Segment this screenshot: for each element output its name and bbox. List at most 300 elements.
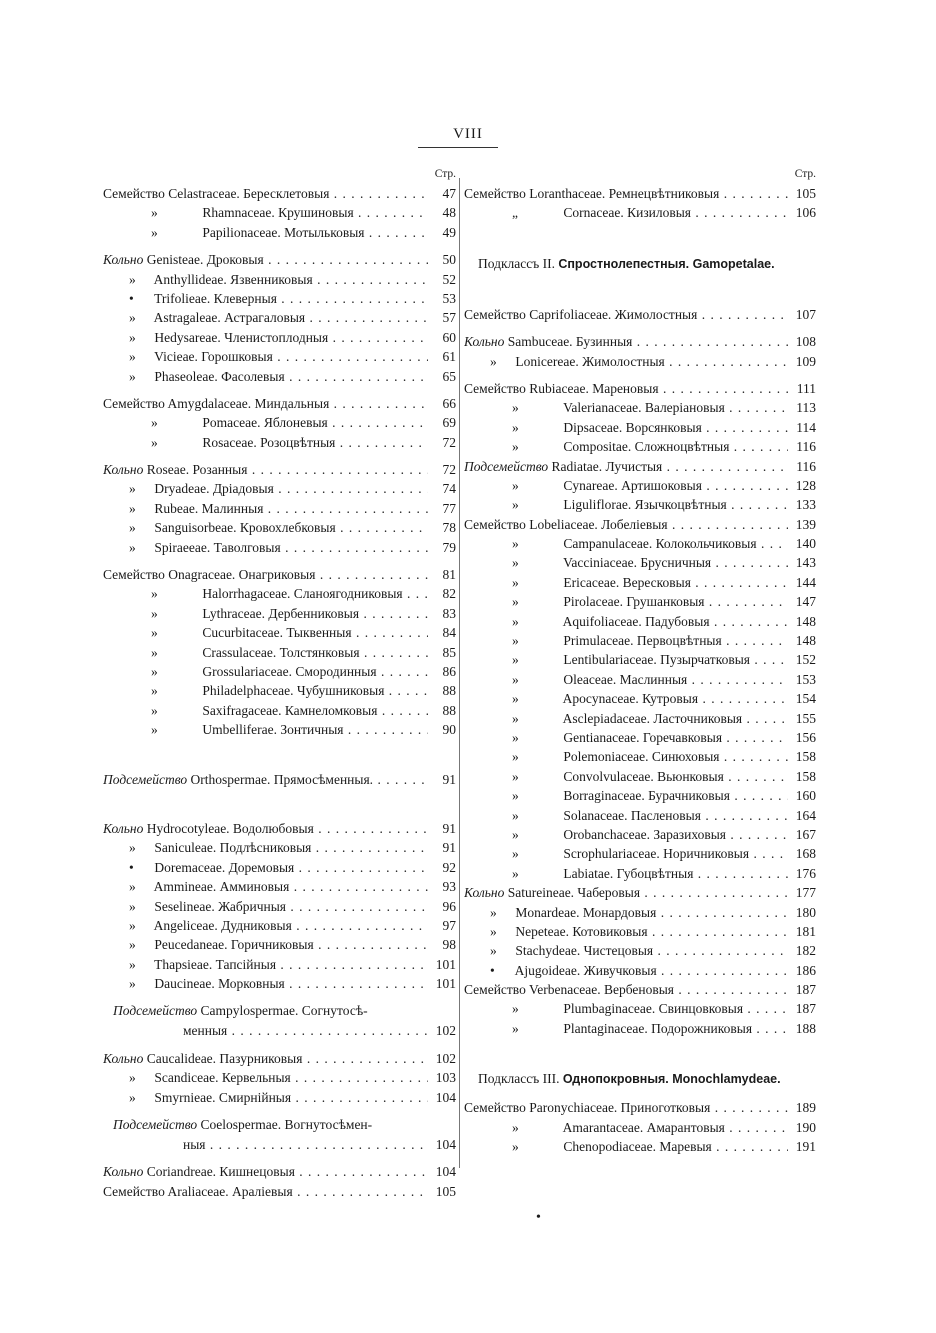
- entry-title: Astragaleae. Астрагаловыя: [153, 310, 306, 326]
- entry-title: Rubeae. Малинныя: [154, 500, 264, 516]
- toc-entry: [103, 623, 456, 642]
- entry-title: Sambuceae. Бузинныя: [507, 334, 633, 350]
- entry-label: [464, 844, 788, 863]
- entry-kind: Семейство: [103, 567, 165, 583]
- left-entries-end: [103, 1154, 456, 1201]
- toc-entry-continuation: [103, 1135, 456, 1154]
- entry-label: [464, 1137, 788, 1156]
- entry-page: 102: [435, 1050, 456, 1066]
- entry-label: [464, 379, 788, 398]
- entry-title: Saniculeae. Подлѣсниковыя: [154, 840, 312, 856]
- entry-title: Plumbaginaceae. Свинцовковыя: [563, 1001, 744, 1017]
- entry-label: [464, 534, 788, 553]
- toc-entry: [103, 974, 456, 993]
- entry-title: Halorrhagaceae. Сланоягодниковыя: [202, 586, 403, 602]
- entry-kind: »: [512, 439, 519, 455]
- toc-entry: [103, 565, 456, 584]
- entry-page: 176: [795, 865, 816, 881]
- entry-page: 128: [795, 477, 816, 493]
- entry-title: Roseae. Розанныя: [146, 462, 248, 478]
- entry-kind: »: [512, 400, 519, 416]
- entry-label: [103, 328, 428, 347]
- spacer: [103, 993, 456, 1001]
- entry-label: [464, 1118, 788, 1137]
- right-entries-top: [464, 184, 816, 223]
- entry-title: Papilionaceae. Мотыльковыя: [202, 224, 365, 240]
- entry-label: [464, 806, 788, 825]
- toc-entry: [103, 1049, 456, 1068]
- entry-label: [464, 825, 788, 844]
- entry-page: 104: [435, 1089, 456, 1105]
- entry-kind: »: [129, 898, 136, 914]
- entry-label: [464, 495, 788, 514]
- entry-title: Orthospermae. Прямосѣменныя.: [190, 771, 374, 787]
- entry-page: 187: [795, 982, 816, 998]
- entry-page: 154: [795, 691, 816, 707]
- entry-title: Daucineae. Морковныя: [154, 976, 285, 992]
- entry-page: 98: [442, 937, 456, 953]
- entry-title: Cucurbitaceae. Тыквенныя: [202, 625, 352, 641]
- entry-kind: »: [129, 917, 136, 933]
- entry-label: [103, 819, 428, 838]
- entry-label: [464, 941, 788, 960]
- entry-label: [103, 681, 428, 700]
- entry-page: 155: [795, 710, 816, 726]
- toc-entry: [464, 747, 816, 766]
- entry-title: Aquifoliaceae. Падубовыя: [562, 613, 710, 629]
- entry-page: 104: [435, 1137, 456, 1153]
- entry-page: 116: [796, 439, 816, 455]
- entry-title: Smyrnieae. Смирнійныя: [154, 1089, 292, 1105]
- spacer: [464, 275, 816, 305]
- entry-label: [464, 457, 788, 476]
- entry-page: 158: [795, 768, 816, 784]
- entry-label: [103, 433, 428, 452]
- entry-title: Seselineae. Жабричныя: [154, 898, 286, 914]
- entry-label: [103, 643, 428, 662]
- entry-kind: »: [512, 594, 519, 610]
- spacer: [103, 452, 456, 460]
- toc-entry: [464, 864, 816, 883]
- entry-title: Caprifoliaceae. Жимолостныя: [529, 306, 698, 322]
- entry-title: Gentianaceae. Горечавковыя: [563, 729, 723, 745]
- entry-label: [103, 604, 428, 623]
- toc-entry: [464, 457, 816, 476]
- entry-label: [464, 184, 788, 203]
- toc-entry: [103, 604, 456, 623]
- entry-label: [464, 670, 788, 689]
- entry-kind: •: [129, 859, 134, 875]
- entry-page: 79: [442, 539, 456, 555]
- entry-title: Loranthaceae. Ремнецвѣтниковыя: [529, 186, 720, 201]
- entry-page: 143: [795, 555, 816, 571]
- entry-title: Vicieae. Горошковыя: [154, 349, 273, 365]
- entry-title: Onagraceae. Онагриковыя: [168, 567, 316, 583]
- entry-kind: »: [129, 310, 136, 326]
- entry-label: [103, 538, 428, 557]
- toc-entry: [103, 897, 456, 916]
- entry-page: 164: [795, 807, 816, 823]
- toc-entry: [464, 398, 816, 417]
- entry-title: Borraginaceae. Бурачниковыя: [563, 788, 730, 804]
- entry-label: [103, 1182, 428, 1201]
- entry-label: [103, 858, 428, 877]
- entry-kind: »: [490, 923, 497, 939]
- entry-kind: »: [151, 415, 158, 431]
- entry-label: [464, 728, 788, 747]
- entry-kind: Кольно: [103, 1164, 144, 1180]
- toc-entry: [103, 203, 456, 222]
- toc-entry: [103, 838, 456, 857]
- entry-label: [464, 999, 788, 1018]
- entry-page: 104: [435, 1164, 456, 1180]
- entry-kind: »: [129, 349, 136, 365]
- spacer: [103, 1041, 456, 1049]
- entry-page: 60: [442, 329, 456, 345]
- toc-entry: [103, 1068, 456, 1087]
- subclass-heading-3: [464, 1068, 816, 1090]
- toc-entry: [464, 980, 816, 999]
- entry-label: [464, 612, 788, 631]
- entry-kind: »: [151, 683, 158, 699]
- entry-kind: »: [129, 329, 136, 345]
- toc-entry: [464, 1098, 816, 1117]
- entry-kind: »: [151, 663, 158, 679]
- entry-label: [103, 916, 428, 935]
- entry-title: Orobanchaceae. Заразиховыя: [563, 826, 727, 842]
- toc-entry: [103, 518, 456, 537]
- entry-page: 61: [442, 349, 456, 365]
- entry-label: [464, 903, 788, 922]
- toc-entry: [103, 289, 456, 308]
- entry-kind: »: [512, 846, 519, 862]
- entry-page: 109: [795, 353, 816, 369]
- entry-title: Cynareae. Артишоковыя: [563, 477, 702, 493]
- entry-label: [464, 398, 788, 417]
- entry-label: [464, 592, 788, 611]
- entry-label: [464, 786, 788, 805]
- entry-page: 88: [442, 683, 456, 699]
- toc-entry: [464, 689, 816, 708]
- toc-entry: [103, 681, 456, 700]
- entry-title: Valerianaceae. Валеріановыя: [563, 400, 725, 416]
- entry-kind: »: [129, 1070, 136, 1086]
- entry-kind: Кольно: [464, 334, 505, 350]
- entry-title: Liguliflorae. Язычкоцвѣтныя: [563, 497, 727, 513]
- entry-kind: Кольно: [103, 252, 144, 268]
- entry-title: Verbenaceae. Вербеновыя: [529, 982, 674, 998]
- entry-page: 69: [442, 415, 456, 431]
- entry-title: Phaseoleae. Фасолевыя: [154, 368, 285, 384]
- entry-kind: »: [512, 419, 519, 435]
- entry-title: Spiraeeae. Таволговыя: [154, 539, 281, 555]
- entry-label: [103, 394, 428, 413]
- entry-label: [464, 476, 788, 495]
- entry-page: 105: [795, 186, 816, 201]
- entry-title: Celastraceae. Бересклетовыя: [168, 186, 330, 201]
- entry-label: [103, 250, 428, 269]
- toc-entry: [464, 844, 816, 863]
- entry-title: Stachydeae. Чистецовыя: [515, 943, 654, 959]
- entry-label: [464, 437, 788, 456]
- entry-title: Satureineae. Чаберовыя: [507, 885, 641, 901]
- entry-page: 107: [795, 306, 816, 322]
- toc-entry: [464, 903, 816, 922]
- page-column-header: Стр.: [794, 168, 816, 180]
- entry-kind: »: [129, 956, 136, 972]
- entry-label: [103, 770, 428, 789]
- entry-label: [103, 308, 428, 327]
- entry-label: [464, 203, 788, 222]
- entry-title: Rhamnaceae. Крушиновыя: [202, 205, 354, 221]
- entry-label: [464, 418, 788, 437]
- toc-entry: [103, 499, 456, 518]
- entry-label: [103, 289, 428, 308]
- entry-title: Amygdalaceae. Миндальныя: [167, 395, 330, 411]
- entry-kind: »: [512, 1020, 519, 1036]
- entry-page: 158: [795, 749, 816, 765]
- entry-page: 88: [442, 702, 456, 718]
- entry-kind: »: [129, 481, 136, 497]
- entry-label: [464, 573, 788, 592]
- entry-kind: »: [512, 865, 519, 881]
- entry-label: [103, 720, 428, 739]
- entry-title: Apocynaceae. Кутровыя: [562, 691, 699, 707]
- toc-entry: [464, 767, 816, 786]
- entry-title: Pomaceae. Яблоневыя: [202, 415, 328, 431]
- entry-title: Araliaceae. Араліевыя: [167, 1183, 293, 1199]
- entry-page: 160: [795, 788, 816, 804]
- entry-kind: »: [151, 644, 158, 660]
- toc-entry: [464, 534, 816, 553]
- entry-kind: »: [129, 271, 136, 287]
- entry-page: 74: [442, 481, 456, 497]
- entry-title: Rubiaceae. Мареновыя: [529, 380, 659, 396]
- entry-label: [464, 689, 788, 708]
- entry-kind: »: [490, 943, 497, 959]
- toc-entry: [464, 709, 816, 728]
- entry-kind: Семейство: [103, 1183, 165, 1199]
- spacer: [464, 371, 816, 379]
- entry-kind: »: [129, 976, 136, 992]
- entry-title: Dryadeae. Дріадовыя: [154, 481, 274, 497]
- entry-title: Scrophulariaceae. Норичниковыя: [563, 846, 750, 862]
- toc-entry: [464, 806, 816, 825]
- entry-page: 108: [795, 334, 816, 350]
- entry-page: 156: [795, 729, 816, 745]
- entry-kind: »: [512, 749, 519, 765]
- entry-kind: »: [512, 1001, 519, 1017]
- toc-entry: [103, 308, 456, 327]
- toc-entry: [103, 662, 456, 681]
- toc-entry: [464, 592, 816, 611]
- entry-page: 148: [795, 633, 816, 649]
- toc-entry-continuation: [103, 1021, 456, 1040]
- toc-entry: [464, 922, 816, 941]
- toc-entry: [464, 476, 816, 495]
- entry-page: 91: [442, 840, 456, 856]
- entry-title: Amarantaceae. Амарантовыя: [562, 1119, 725, 1135]
- entry-kind: Семейство: [103, 395, 165, 411]
- toc-entry: [464, 883, 816, 902]
- toc-entry: [103, 433, 456, 452]
- entry-title: менныя . . .: [183, 1021, 428, 1040]
- entry-kind: »: [512, 729, 519, 745]
- entry-label: [103, 897, 428, 916]
- toc-entry: [464, 203, 816, 222]
- entry-kind: Подсемейство: [113, 1003, 198, 1019]
- spacer: [464, 223, 816, 253]
- entry-title: Paronychiaceae. Приноготковыя: [529, 1100, 711, 1116]
- entry-title: Compositae. Сложноцвѣтныя: [563, 439, 730, 455]
- entry-label: [103, 1049, 428, 1068]
- subclass-heading-2: [464, 253, 816, 275]
- entry-title: Ajugoideae. Живучковыя: [514, 962, 657, 978]
- entry-title: Scandiceae. Кервельныя: [154, 1070, 291, 1086]
- entry-kind: »: [129, 539, 136, 555]
- entry-title: Labiatae. Губоцвѣтныя: [563, 865, 694, 881]
- entry-title: Ericaceae. Вересковыя: [563, 574, 691, 590]
- subclass-title: Однопокровныя. Monochlamydeae.: [562, 1072, 781, 1087]
- toc-entry: [103, 250, 456, 269]
- entry-page: 81: [442, 567, 456, 583]
- toc-entry: [464, 941, 816, 960]
- entry-label: [103, 701, 428, 720]
- entry-page: 48: [442, 205, 456, 221]
- entry-kind: „: [512, 205, 518, 221]
- toc-entry: [464, 515, 816, 534]
- toc-entry: [464, 437, 816, 456]
- toc-entry: [103, 643, 456, 662]
- toc-entry: [103, 858, 456, 877]
- entry-page: 180: [795, 904, 816, 920]
- entry-title: Campanulaceae. Колокольчиковыя: [563, 536, 757, 552]
- entry-label: [103, 1068, 428, 1087]
- entry-kind: »: [151, 434, 158, 450]
- entry-page: 66: [442, 395, 456, 411]
- entry-label: [103, 662, 428, 681]
- entry-kind: »: [151, 722, 158, 738]
- entry-label: [103, 623, 428, 642]
- entry-page: 78: [442, 520, 456, 536]
- entry-kind: »: [512, 497, 519, 513]
- entry-page: 72: [442, 434, 456, 450]
- entry-title: Asclepiadaceae. Ласточниковыя: [562, 710, 743, 726]
- entry-page: 102: [435, 1023, 456, 1039]
- entry-title: Campylospermae. Согнутосѣ-: [200, 1003, 368, 1019]
- spacer: [103, 557, 456, 565]
- entry-label: [464, 352, 788, 371]
- entry-kind: Семейство: [464, 186, 526, 201]
- toc-entry: [103, 584, 456, 603]
- entry-title: Vacciniaceae. Брусничныя: [563, 555, 712, 571]
- entry-label: [103, 413, 428, 432]
- entry-kind: Кольно: [103, 1050, 144, 1066]
- entry-kind: Подсемейство: [464, 458, 549, 474]
- entry-page: 82: [442, 586, 456, 602]
- entry-page: 113: [796, 400, 816, 416]
- entry-label: [103, 974, 428, 993]
- entry-page: 105: [435, 1183, 456, 1199]
- toc-entry: [103, 701, 456, 720]
- entry-page: 86: [442, 663, 456, 679]
- entry-title: Doremaceae. Доремовыя: [154, 859, 295, 875]
- entry-kind: »: [151, 586, 158, 602]
- entry-title: Trifolieae. Клеверныя: [154, 290, 277, 306]
- entry-kind: Семейство: [464, 1100, 526, 1116]
- toc-entry: [103, 955, 456, 974]
- entry-page: 103: [435, 1070, 456, 1086]
- entry-label: [103, 877, 428, 896]
- entry-title: Genisteae. Дроковыя: [146, 252, 264, 268]
- toc-entry: [464, 495, 816, 514]
- entry-title: Rosaceae. Розоцвѣтныя: [202, 434, 336, 450]
- entry-kind: »: [512, 691, 519, 707]
- entry-title: Chenopodiaceae. Маревыя: [563, 1139, 712, 1155]
- spacer: [464, 1038, 816, 1068]
- entry-label: [464, 515, 788, 534]
- entry-page: 83: [442, 605, 456, 621]
- entry-kind: »: [512, 633, 519, 649]
- entry-kind: Подсемейство: [113, 1117, 198, 1133]
- toc-entry: [464, 184, 816, 203]
- entry-title: Saxifragaceae. Камнеломковыя: [202, 702, 378, 718]
- entry-label: [103, 935, 428, 954]
- spacer: [464, 324, 816, 332]
- entry-label: [464, 767, 788, 786]
- toc-entry: [464, 825, 816, 844]
- entry-kind: »: [512, 671, 519, 687]
- entry-title: Ammineae. Амминовыя: [153, 879, 290, 895]
- entry-label: [103, 584, 428, 603]
- entry-page: 50: [442, 252, 456, 268]
- toc-entry: [103, 394, 456, 413]
- entry-title: Peucedaneae. Горичниковыя: [154, 937, 314, 953]
- entry-kind: Семейство: [464, 380, 526, 396]
- toc-entry: [103, 1088, 456, 1107]
- entry-kind: »: [129, 520, 136, 536]
- spacer: [103, 789, 456, 819]
- entry-page: 114: [796, 419, 816, 435]
- entry-page: 111: [796, 380, 816, 396]
- entry-page: 133: [795, 497, 816, 513]
- entry-title: Cornaceae. Кизиловыя: [563, 205, 692, 221]
- entry-page: 57: [442, 310, 456, 326]
- entry-kind: »: [129, 1089, 136, 1105]
- toc-entry-wrapped: [103, 1001, 456, 1021]
- entry-page: 116: [796, 458, 816, 474]
- entry-page: 85: [442, 644, 456, 660]
- toc-entry: [464, 999, 816, 1018]
- entry-kind: •: [129, 290, 134, 306]
- toc-entry: [464, 961, 816, 980]
- entry-label: [103, 838, 428, 857]
- entry-title: Dipsaceae. Ворсянковыя: [563, 419, 702, 435]
- entry-title: Crassulaceae. Толстянковыя: [202, 644, 360, 660]
- entry-page: 91: [442, 820, 456, 836]
- entry-kind: »: [129, 879, 136, 895]
- entry-page: 84: [442, 625, 456, 641]
- toc-entry: [103, 184, 456, 203]
- entry-label: [464, 961, 788, 980]
- entry-page: 187: [795, 1001, 816, 1017]
- toc-entry: [464, 786, 816, 805]
- entry-label: [464, 1098, 788, 1117]
- subclass-prefix: Подклассъ II.: [478, 255, 555, 271]
- entry-kind: »: [512, 574, 519, 590]
- left-entries: [103, 184, 456, 993]
- entry-title: Convolvulaceae. Вьюнковыя: [563, 768, 724, 784]
